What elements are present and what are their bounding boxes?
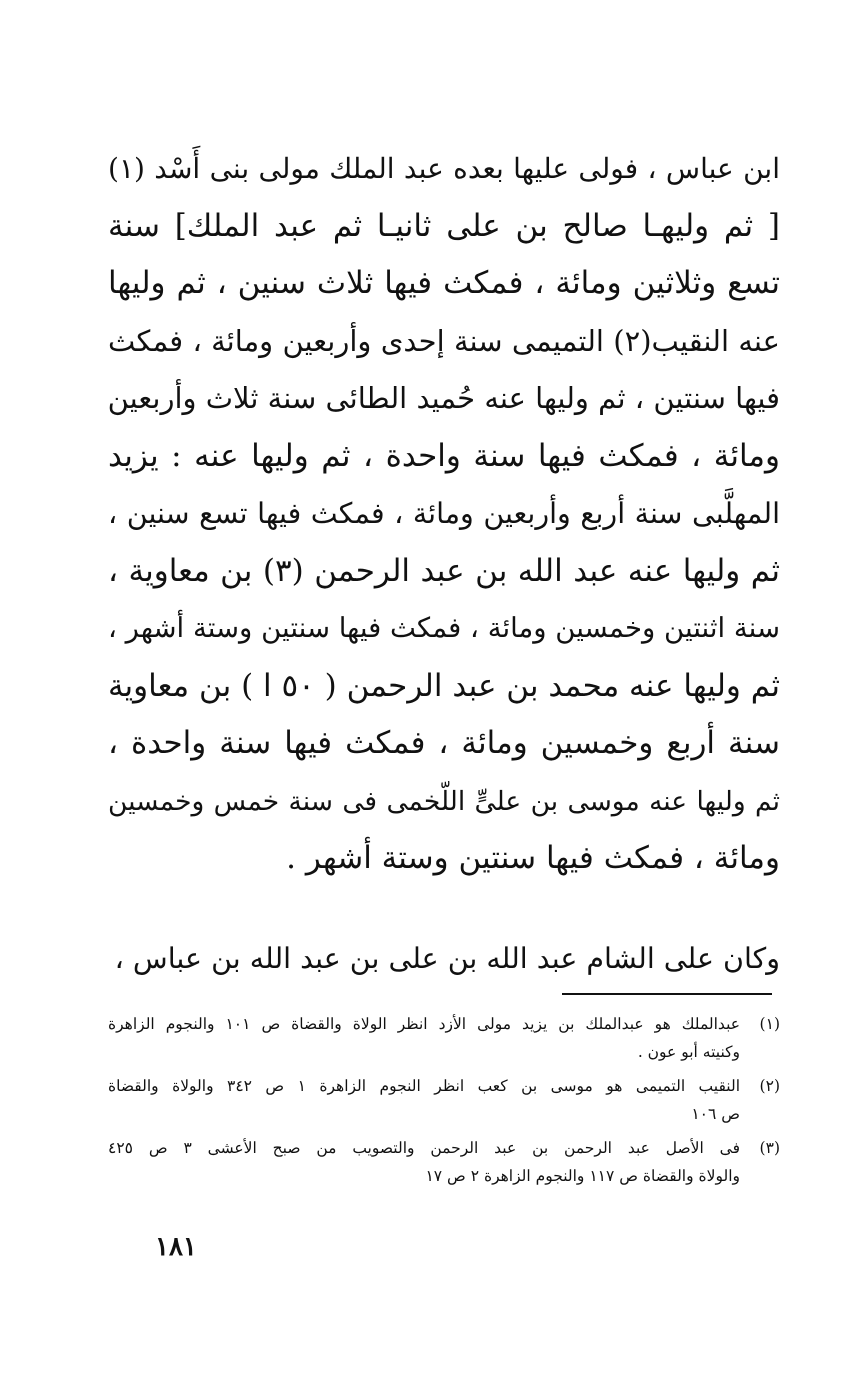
footnote-1 <box>108 1010 780 1066</box>
footnote-number: (٣) <box>759 1139 780 1157</box>
footnote-line: وكنيته أبو عون . <box>637 1043 740 1061</box>
footnote-line: ص ١٠٦ <box>691 1105 740 1123</box>
text-line: ثم وليها عنه موسى بن علىٍّ اللّخمى فى سنة خمس وخمسين <box>108 785 781 817</box>
text-line: ثم وليها عنه عبد الله بن عبد الرحمن (٣) بن معاوية ، <box>108 552 780 589</box>
text-line: ومائة ، فمكث فيها سنة واحدة ، ثم وليها عنه : يزيد <box>108 437 780 474</box>
footnote-divider <box>562 993 772 995</box>
footnotes <box>108 1010 780 1196</box>
footnote-number: (١) <box>759 1015 780 1033</box>
footnote-line: عبدالملك هو عبدالملك بن يزيد مولى الأزد انظر الولاة والقضاة ص ١٠١ والنجوم الزاهرة <box>108 1015 740 1033</box>
text-line: ومائة ، فمكث فيها سنتين وستة أشهر . <box>286 840 780 876</box>
text-line: المهلَّبى سنة أربع وأربعين ومائة ، فمكث فيها تسع سنين ، <box>108 497 780 530</box>
text-line: ابن عباس ، فولى عليها بعده عبد الملك مولى بنى أَسْد (١) <box>108 152 781 185</box>
paragraph-line: وكان على الشام عبد الله بن على بن عبد الله بن عباس ، <box>114 942 780 975</box>
main-text <box>108 140 780 888</box>
footnote-line: والولاة والقضاة ص ١١٧ والنجوم الزاهرة ٢ ص ١٧ <box>425 1167 740 1185</box>
footnote-line: النقيب التميمى هو موسى بن كعب انظر النجوم الزاهرة ١ ص ٣٤٢ والولاة والقضاة <box>108 1077 741 1095</box>
text-line: تسع وثلاثين ومائة ، فمكث فيها ثلاث سنين ، ثم وليها <box>108 265 780 301</box>
footnote-2 <box>108 1072 780 1128</box>
footnote-3 <box>108 1134 780 1190</box>
text-line: سنة أربع وخمسين ومائة ، فمكث فيها سنة واحدة ، <box>108 725 780 761</box>
footnote-number: (٢) <box>759 1077 780 1095</box>
footnote-text <box>108 1134 740 1190</box>
text-line: [ ثم وليهـا صالح بن على ثانيـا ثم عبد الملك] سنة <box>108 207 780 244</box>
footnote-text <box>108 1010 740 1066</box>
page-number: ١٨١ <box>155 1232 197 1262</box>
text-line: سنة اثنتين وخمسين ومائة ، فمكث فيها سنتين وستة أشهر ، <box>108 612 780 644</box>
footnote-line: فى الأصل عبد الرحمن بن عبد الرحمن والتصويب من صبح الأعشى ٣ ص ٤٢٥ <box>108 1139 740 1157</box>
text-line: فيها سنتين ، ثم وليها عنه حُميد الطائى سنة ثلاث وأربعين <box>107 381 780 415</box>
text-line: ثم وليها عنه محمد بن عبد الرحمن ( ٥٠ ا ) بن معاوية <box>107 667 780 704</box>
footnote-text <box>108 1072 740 1128</box>
text-line: عنه النقيب(٢) التميمى سنة إحدى وأربعين ومائة ، فمكث <box>108 323 780 358</box>
